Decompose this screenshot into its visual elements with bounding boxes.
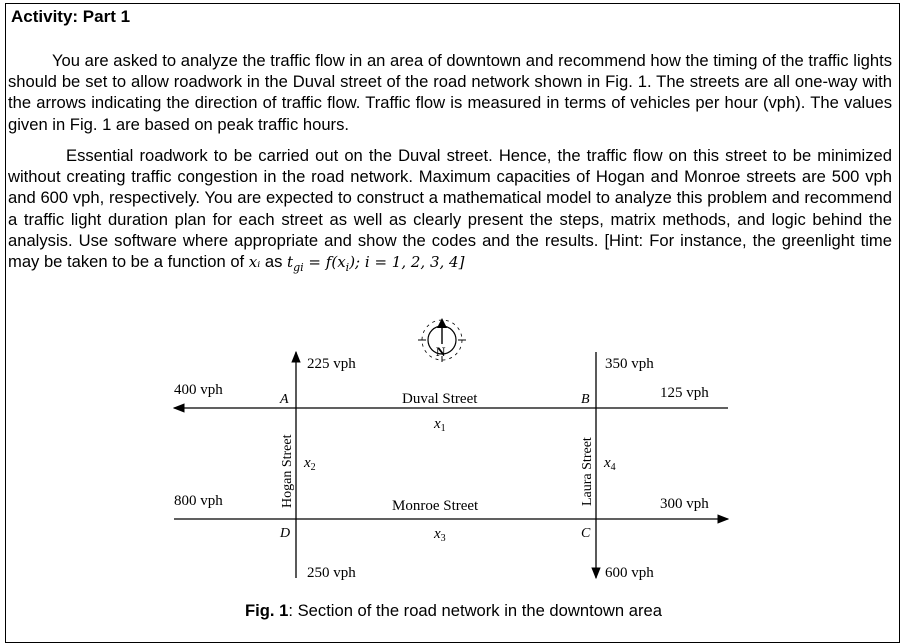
var-x2: $x_2$: [304, 455, 316, 473]
street-duval: Duval Street: [402, 391, 478, 407]
hint-formula: $t_{gi} = f(x_i)$; i = 1, 2, 3, 4]: [287, 253, 465, 275]
paragraph-2-text: Essential roadwork to be carried out on the Duval street. Hence, the traffic flow on this street to be minimized without creating traffic congestion in the road network. Maximum capacities of Hogan and Monroe streets are 500 vph and 600 vph, respectively. You are expected to construct a mathematical model to analyze this problem and recommend a traffic light duration plan for each street as well as clearly present the steps, matrix methods, and logic behind the analysis. Use software where appropriate and show the codes and the results. [Hint: For instance, the greenlight time may be taken to be a function of: [8, 146, 892, 272]
flow-225: 225 vph: [307, 356, 356, 372]
street-laura: Laura Street: [580, 437, 595, 506]
figure-caption: [0, 601, 907, 621]
flow-125: 125 vph: [660, 385, 709, 401]
flow-400: 400 vph: [174, 382, 223, 398]
var-x4: $x_4$: [604, 455, 616, 473]
hint-variable: xᵢ: [248, 253, 261, 272]
node-c: C: [581, 526, 591, 541]
street-monroe: Monroe Street: [392, 498, 479, 514]
flow-600: 600 vph: [605, 565, 654, 581]
flow-350: 350 vph: [605, 356, 654, 372]
var-x1: $x_1$: [434, 416, 446, 434]
node-d: D: [280, 526, 291, 541]
caption-label: Fig. 1: [245, 601, 289, 620]
var-x3: $x_3$: [434, 526, 446, 544]
street-hogan: Hogan Street: [280, 434, 295, 508]
flow-300: 300 vph: [660, 496, 709, 512]
flow-800: 800 vph: [174, 493, 223, 509]
paragraph-1-text: You are asked to analyze the traffic flow in an area of downtown and recommend how the timing of the traffic lights should be set to allow roadwork in the Duval street of the road network shown in Fig. 1. The streets are all one-way with the arrows indicating the direction of traffic flow. Traffic flow is measured in terms of vehicles per hour (vph). The values given in Fig. 1 are based on peak traffic hours.: [8, 51, 892, 134]
caption-text: : Section of the road network in the downtown area: [288, 601, 662, 620]
compass-letter: N: [436, 344, 446, 359]
node-a: A: [280, 392, 289, 407]
node-b: B: [581, 392, 590, 407]
flow-250: 250 vph: [307, 565, 356, 581]
hint-as: as: [264, 252, 283, 272]
compass-icon: [418, 318, 466, 362]
heading: Activity: Part 1: [11, 7, 131, 26]
